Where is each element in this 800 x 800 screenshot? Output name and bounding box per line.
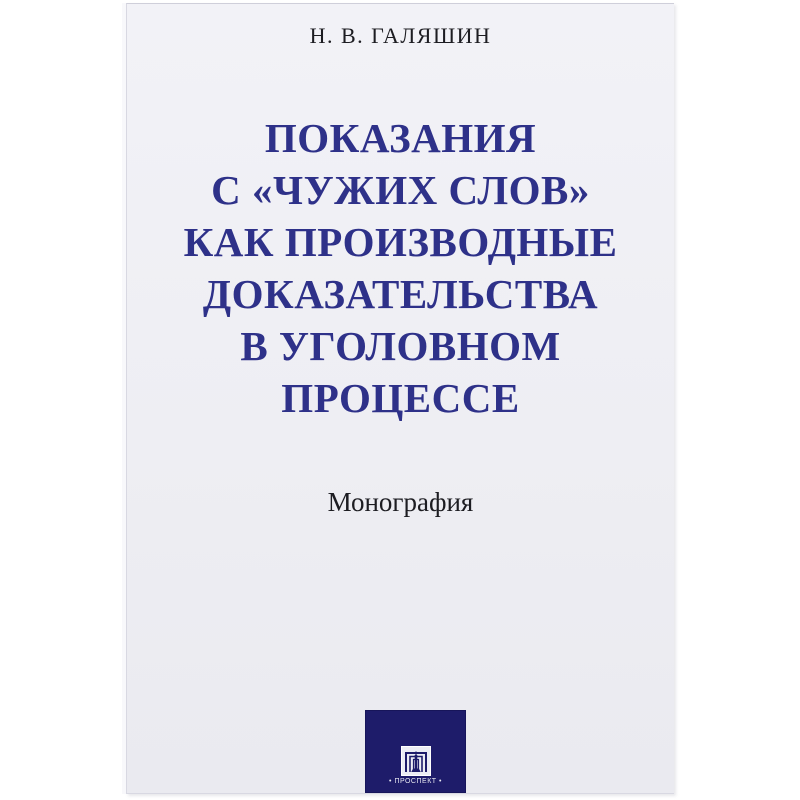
title-line: С «ЧУЖИХ СЛОВ»	[211, 167, 590, 213]
title-line: ПОКАЗАНИЯ	[264, 115, 537, 161]
title-line: КАК ПРОИЗВОДНЫЕ	[183, 219, 618, 265]
title-line: В УГОЛОВНОМ	[240, 323, 561, 369]
author-name: Н. В. ГАЛЯШИН	[309, 23, 492, 48]
title-line: ДОКАЗАТЕЛЬСТВА	[202, 271, 599, 317]
book-title	[127, 112, 674, 424]
prospekt-emblem-icon	[401, 746, 431, 776]
title-line: ПРОЦЕССЕ	[281, 375, 520, 421]
publisher-logo	[365, 710, 466, 793]
subtitle-monograph: Монография	[327, 487, 474, 517]
publisher-name: • ПРОСПЕКТ •	[389, 778, 442, 785]
book-cover	[126, 3, 674, 794]
